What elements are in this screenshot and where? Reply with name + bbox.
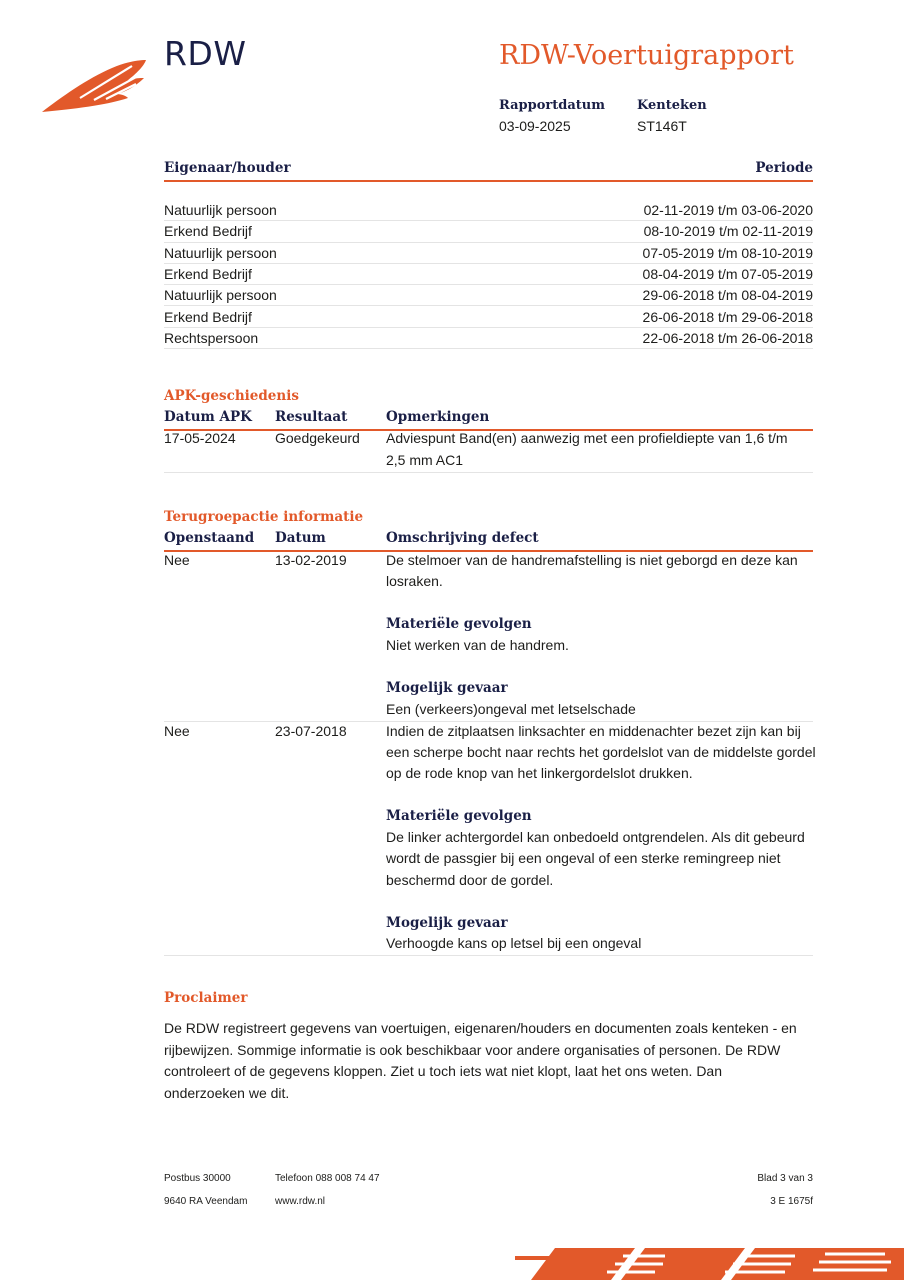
owner-period: 08-04-2019 t/m 07-05-2019 — [642, 266, 813, 283]
recall-open: Nee — [164, 723, 190, 739]
table-row — [164, 243, 813, 264]
owner-header-rule — [164, 180, 813, 182]
owner-period: 29-06-2018 t/m 08-04-2019 — [642, 287, 813, 304]
table-row — [164, 306, 813, 327]
material-consequences-line: wordt de passgier bij een ongeval of een sterke remingreep niet — [386, 850, 781, 866]
recall-section-title: Terugroepactie informatie — [164, 509, 364, 525]
apk-remarks-line: Adviespunt Band(en) aanwezig met een profieldiepte van 1,6 t/m — [386, 430, 788, 446]
owner-period: 02-11-2019 t/m 03-06-2020 — [643, 202, 813, 219]
recall-desc-line: losraken. — [386, 573, 443, 589]
report-title: RDW-Voertuigrapport — [499, 40, 794, 71]
owner-type: Erkend Bedrijf — [164, 266, 252, 283]
possible-danger-line: Een (verkeers)ongeval met letselschade — [386, 701, 636, 717]
owner-table — [164, 200, 813, 349]
owner-period: 26-06-2018 t/m 29-06-2018 — [642, 308, 813, 325]
owner-period: 07-05-2019 t/m 08-10-2019 — [642, 244, 813, 261]
apk-date: 17-05-2024 — [164, 430, 236, 446]
recall-open-header: Openstaand — [164, 530, 255, 546]
recall-date: 23-07-2018 — [275, 723, 347, 739]
owner-period: 08-10-2019 t/m 02-11-2019 — [643, 223, 813, 240]
material-consequences-label: Materiële gevolgen — [386, 616, 532, 632]
apk-section-title: APK-geschiedenis — [164, 388, 299, 404]
footer-website: www.rdw.nl — [275, 1196, 326, 1207]
recall-desc-line: De stelmoer van de handremafstelling is niet geborgd en deze kan — [386, 552, 798, 568]
apk-date-header: Datum APK — [164, 409, 252, 425]
material-consequences-line: beschermd door de gordel. — [386, 872, 554, 888]
apk-remarks-header: Opmerkingen — [386, 409, 490, 425]
apk-result-header: Resultaat — [275, 409, 348, 425]
proclaimer-text: De RDW registreert gegevens van voertuigen, eigenaren/houders en documenten zoals kenteken - en rijbewijzen. Sommige informatie is ook beschikbaar voor andere organisaties of personen. De RDW controleert of de gegevens kloppen. Ziet u toch iets wat niet klopt, laat het ons weten. Dan onderzoeken we dit. — [164, 1020, 797, 1101]
recall-date: 13-02-2019 — [275, 552, 347, 568]
recall-date-header: Datum — [275, 530, 326, 546]
owner-type: Erkend Bedrijf — [164, 223, 252, 240]
owner-column-header: Eigenaar/houder — [164, 160, 291, 176]
recall-open: Nee — [164, 552, 190, 568]
apk-row-rule — [164, 472, 813, 473]
report-date-value: 03-09-2025 — [499, 118, 571, 134]
owner-period: 22-06-2018 t/m 26-06-2018 — [642, 329, 813, 346]
possible-danger-label: Mogelijk gevaar — [386, 680, 508, 696]
proclaimer-title: Proclaimer — [164, 990, 248, 1006]
footer-phone: Telefoon 088 008 74 47 — [275, 1173, 380, 1184]
report-date-label: Rapportdatum — [499, 98, 605, 113]
rdw-logo-icon — [40, 52, 150, 116]
footer-page-number: Blad 3 van 3 — [757, 1173, 813, 1184]
material-consequences-label: Materiële gevolgen — [386, 808, 532, 824]
recall-desc-header: Omschrijving defect — [386, 530, 539, 546]
table-row — [164, 221, 813, 242]
owner-type: Natuurlijk persoon — [164, 287, 277, 304]
owner-type: Natuurlijk persoon — [164, 244, 277, 261]
possible-danger-label: Mogelijk gevaar — [386, 915, 508, 931]
material-consequences-line: Niet werken van de handrem. — [386, 637, 569, 653]
table-row — [164, 264, 813, 285]
table-row — [164, 200, 813, 221]
possible-danger-line: Verhoogde kans op letsel bij een ongeval — [386, 935, 642, 951]
recall-desc-line: een scherpe bocht naar rechts het gordelslot van de middelste gordel — [386, 744, 816, 760]
footer-address-line: 9640 RA Veendam — [164, 1196, 248, 1207]
footer-document-code: 3 E 1675f — [770, 1196, 813, 1207]
apk-result: Goedgekeurd — [275, 430, 360, 446]
period-column-header: Periode — [755, 160, 813, 176]
material-consequences-line: De linker achtergordel kan onbedoeld ontgrendelen. Als dit gebeurd — [386, 829, 805, 845]
logo-text: RDW — [164, 34, 247, 73]
owner-type: Natuurlijk persoon — [164, 202, 277, 219]
recall-row-rule — [164, 955, 813, 956]
recall-desc-line: Indien de zitplaatsen linksachter en middenachter bezet zijn kan bij — [386, 723, 801, 739]
apk-remarks-line: 2,5 mm AC1 — [386, 452, 464, 468]
table-row — [164, 328, 813, 349]
footer-address-line: Postbus 30000 — [164, 1173, 231, 1184]
table-row — [164, 285, 813, 306]
recall-desc-line: op de rode knop van het linkergordelslot drukken. — [386, 765, 693, 781]
decorative-stripes-icon — [515, 1244, 904, 1280]
owner-type: Rechtspersoon — [164, 329, 259, 346]
plate-label: Kenteken — [637, 98, 707, 113]
plate-value: ST146T — [637, 118, 687, 134]
owner-type: Erkend Bedrijf — [164, 308, 252, 325]
